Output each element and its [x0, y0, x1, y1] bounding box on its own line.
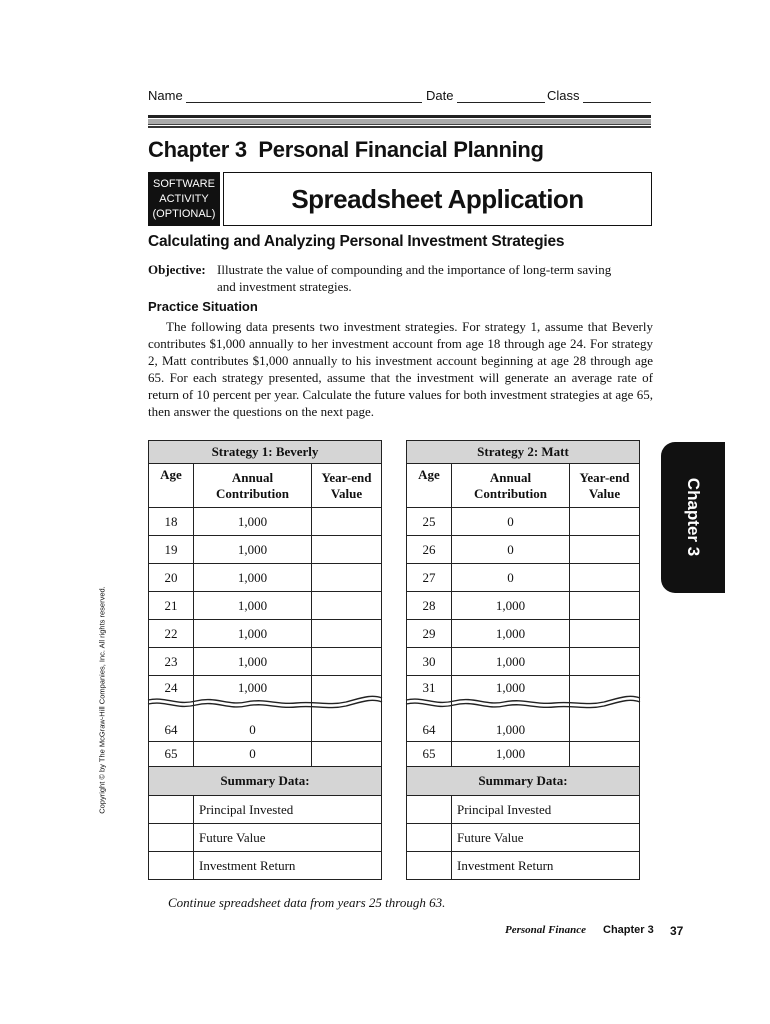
- contribution-cell: 1,000: [194, 536, 312, 564]
- strategy1-col-yearend: Year-end Value: [312, 464, 382, 508]
- table-row: [149, 536, 382, 564]
- summary-label: Future Value: [194, 824, 382, 852]
- yearend-value-cell[interactable]: [312, 742, 382, 767]
- practice-heading: Practice Situation: [148, 299, 258, 314]
- summary-label: Principal Invested: [194, 796, 382, 824]
- yearend-value-cell[interactable]: [312, 564, 382, 592]
- strategy2-col-age: Age: [407, 464, 452, 508]
- contribution-cell: 1,000: [194, 648, 312, 676]
- contribution-cell: 1,000: [194, 620, 312, 648]
- contribution-cell: 1,000: [452, 592, 570, 620]
- yearend-value-cell[interactable]: [570, 592, 640, 620]
- contribution-cell: 1,000: [452, 742, 570, 767]
- date-label: Date: [426, 88, 454, 103]
- software-badge-line1: SOFTWARE: [153, 177, 215, 190]
- contribution-cell: 0: [452, 508, 570, 536]
- yearend-value-cell[interactable]: [312, 710, 382, 742]
- table-row: [149, 742, 382, 767]
- practice-paragraph: The following data presents two investment strategies. For strategy 1, assume that Beverly contributes $1,000 annually to her investment account from age 18 through age 24. For strategy 2, Matt contributes $1,000 annually to his investment account beginning at age 28 through age 65. For each strategy presented, assume that the investment will generate an average rate of return of 10 percent per year. Calculate the future values for both investment strategies at age 65, then answer the questions on the next page.: [148, 319, 653, 419]
- software-badge-line3: (OPTIONAL): [152, 207, 216, 220]
- yearend-value-cell[interactable]: [570, 564, 640, 592]
- summary-label: Investment Return: [452, 852, 640, 880]
- copyright-notice: Copyright © by The McGraw-Hill Companies, Inc. All rights reserved.: [97, 586, 107, 814]
- yearend-value-cell[interactable]: [312, 536, 382, 564]
- strategy1-table: [148, 440, 382, 880]
- date-line[interactable]: [457, 90, 545, 103]
- contribution-cell: 1,000: [452, 648, 570, 676]
- strategy1-col-age: Age: [149, 464, 194, 508]
- summary-label: Future Value: [452, 824, 640, 852]
- yearend-value-cell[interactable]: [312, 508, 382, 536]
- yearend-value-cell[interactable]: [312, 648, 382, 676]
- summary-row: [149, 824, 382, 852]
- yearend-value-cell[interactable]: [570, 536, 640, 564]
- table-row: [149, 620, 382, 648]
- summary-value-cell[interactable]: [407, 852, 452, 880]
- contribution-cell: 1,000: [194, 564, 312, 592]
- age-cell: 23: [149, 648, 194, 676]
- age-cell: 26: [407, 536, 452, 564]
- class-line[interactable]: [583, 90, 651, 103]
- contribution-cell: 0: [194, 742, 312, 767]
- contribution-cell: 0: [452, 564, 570, 592]
- header-rule-thick: [148, 115, 651, 118]
- summary-row: [407, 852, 640, 880]
- table-row: [149, 564, 382, 592]
- strategy1-break-line: [146, 688, 384, 712]
- yearend-value-cell[interactable]: [312, 592, 382, 620]
- summary-value-cell[interactable]: [149, 852, 194, 880]
- age-cell: 19: [149, 536, 194, 564]
- table-row: [407, 648, 640, 676]
- age-cell: 20: [149, 564, 194, 592]
- strategy2-break-line: [404, 688, 642, 712]
- yearend-value-cell[interactable]: [570, 710, 640, 742]
- age-cell: 31: [407, 676, 452, 710]
- summary-value-cell[interactable]: [407, 824, 452, 852]
- table-row: [149, 648, 382, 676]
- table-row: [407, 508, 640, 536]
- age-cell: 65: [407, 742, 452, 767]
- chapter-tab-label: Chapter 3: [684, 477, 703, 557]
- yearend-value-cell[interactable]: [570, 742, 640, 767]
- strategy1-col-annual: Annual Contribution: [194, 464, 312, 508]
- objective-label: Objective:: [148, 262, 206, 277]
- strategy1-title: Strategy 1: Beverly: [149, 441, 382, 464]
- table-row: [407, 536, 640, 564]
- summary-value-cell[interactable]: [149, 824, 194, 852]
- name-field: [148, 88, 422, 103]
- strategy2-col-yearend: Year-end Value: [570, 464, 640, 508]
- software-activity-badge: [148, 172, 220, 226]
- yearend-value-cell[interactable]: [570, 620, 640, 648]
- table-row: [407, 620, 640, 648]
- age-cell: 65: [149, 742, 194, 767]
- footer-chapter: Chapter 3: [603, 924, 654, 936]
- age-cell: 25: [407, 508, 452, 536]
- age-cell: 29: [407, 620, 452, 648]
- header-rule-gray: [148, 119, 651, 125]
- software-badge-line2: ACTIVITY: [159, 192, 209, 205]
- table-row: [149, 508, 382, 536]
- summary-label: Investment Return: [194, 852, 382, 880]
- summary-row: [407, 824, 640, 852]
- contribution-cell: 1,000: [452, 676, 570, 710]
- table-row: [149, 592, 382, 620]
- contribution-cell: 1,000: [194, 676, 312, 710]
- strategy1-summary-title: Summary Data:: [149, 767, 382, 796]
- age-cell: 30: [407, 648, 452, 676]
- strategy2-table: [406, 440, 640, 880]
- section-title: Spreadsheet Application: [223, 172, 652, 226]
- name-line[interactable]: [186, 90, 422, 103]
- class-label: Class: [547, 88, 580, 103]
- page-number: 37: [670, 924, 684, 938]
- yearend-value-cell[interactable]: [312, 620, 382, 648]
- summary-row: [149, 796, 382, 824]
- contribution-cell: 1,000: [194, 592, 312, 620]
- header-rule-thin: [148, 126, 651, 128]
- contribution-cell: 1,000: [452, 620, 570, 648]
- summary-row: [149, 852, 382, 880]
- contribution-cell: 1,000: [194, 508, 312, 536]
- objective-text: Illustrate the value of compounding and the importance of long-term saving and investment strategies.: [217, 262, 612, 294]
- age-cell: 64: [149, 710, 194, 742]
- summary-row: [407, 796, 640, 824]
- strategy2-title: Strategy 2: Matt: [407, 441, 640, 464]
- age-cell: 18: [149, 508, 194, 536]
- age-cell: 24: [149, 676, 194, 710]
- summary-label: Principal Invested: [452, 796, 640, 824]
- age-cell: 27: [407, 564, 452, 592]
- date-field: [426, 88, 545, 103]
- table-row: [407, 710, 640, 742]
- continue-note: Continue spreadsheet data from years 25 through 63.: [168, 895, 446, 910]
- contribution-cell: 1,000: [452, 710, 570, 742]
- yearend-value-cell[interactable]: [570, 508, 640, 536]
- activity-subtitle: Calculating and Analyzing Personal Investment Strategies: [148, 233, 565, 250]
- strategy2-col-annual: Annual Contribution: [452, 464, 570, 508]
- strategy2-summary-title: Summary Data:: [407, 767, 640, 796]
- class-field: [547, 88, 651, 103]
- age-cell: 64: [407, 710, 452, 742]
- summary-value-cell[interactable]: [407, 796, 452, 824]
- name-label: Name: [148, 88, 183, 103]
- table-row: [407, 742, 640, 767]
- yearend-value-cell[interactable]: [570, 648, 640, 676]
- contribution-cell: 0: [194, 710, 312, 742]
- age-cell: 28: [407, 592, 452, 620]
- chapter-tab: [661, 442, 725, 593]
- chapter-title: Chapter 3 Personal Financial Planning: [148, 137, 544, 162]
- age-cell: 21: [149, 592, 194, 620]
- table-row: [407, 592, 640, 620]
- summary-value-cell[interactable]: [149, 796, 194, 824]
- footer-book-title: Personal Finance: [505, 924, 586, 936]
- age-cell: 22: [149, 620, 194, 648]
- table-row: [149, 710, 382, 742]
- contribution-cell: 0: [452, 536, 570, 564]
- table-row: [407, 564, 640, 592]
